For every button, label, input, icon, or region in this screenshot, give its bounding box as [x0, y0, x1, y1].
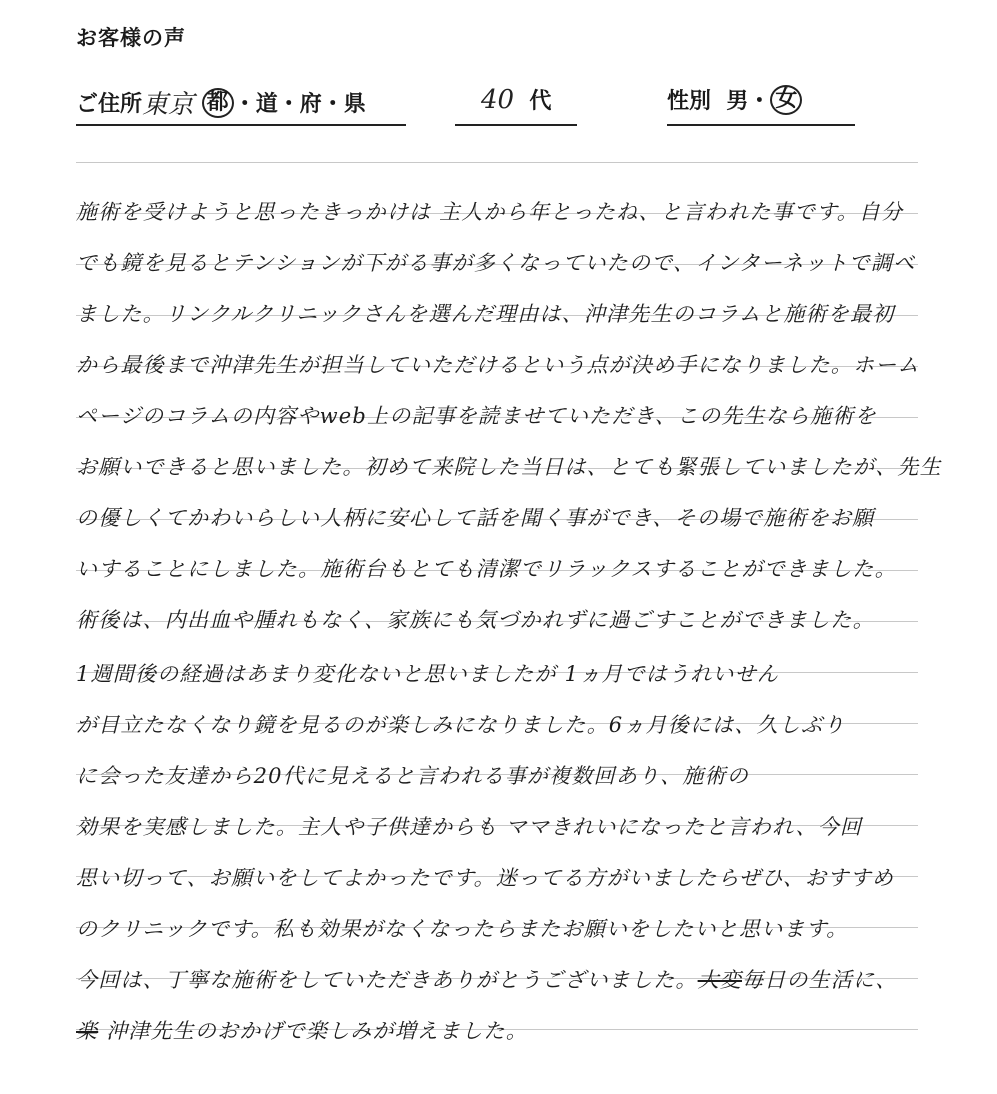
body-line: の優しくてかわいらしい人柄に安心して話を聞く事ができ、その場で施術をお願: [76, 506, 875, 530]
body-line: 1週間後の経過はあまり変化ないと思いましたが 1ヵ月ではうれいせん: [76, 662, 779, 686]
prefecture-options: ・道・府・県: [233, 92, 366, 117]
body-line: 思い切って、お願いをしてよかったです。迷ってる方がいましたらぜひ、おすすめ: [76, 866, 895, 890]
address-field: [76, 84, 406, 126]
body-line-tail: 毎日の生活に、: [742, 968, 898, 992]
body-line-15: [76, 964, 897, 994]
rule-line: [76, 162, 918, 163]
body-line: のクリニックです。私も効果がなくなったらまたお願いをしたいと思います。: [76, 917, 849, 941]
age-suffix: 代: [529, 89, 552, 114]
body-line: 施術を受けようと思ったきっかけは 主人から年とったね、と言われた事です。自分: [76, 200, 904, 224]
body-line: お願いできると思いました。初めて来院した当日は、とても緊張していましたが、先生: [76, 455, 942, 479]
struck-text: 大変: [697, 968, 743, 992]
body-line: 効果を実感しました。主人や子供達からも ママきれいになったと言われ、今回: [76, 815, 863, 839]
age-value: 40: [481, 84, 515, 115]
sex-selected: 女: [770, 85, 802, 115]
struck-text: 楽: [76, 1019, 99, 1043]
address-label: ご住所: [76, 92, 143, 117]
sex-field: [667, 84, 855, 126]
body-line: 今回は、丁寧な施術をしていただきありがとうございました。: [76, 968, 698, 992]
body-line: ました。リンクルクリニックさんを選んだ理由は、沖津先生のコラムと施術を最初: [76, 302, 895, 326]
body-line: 沖津先生のおかげで楽しみが増えました。: [106, 1019, 528, 1043]
body-line: に会った友達から20代に見えると言われる事が複数回あり、施術の: [76, 764, 749, 788]
page-title: お客様の声: [76, 26, 186, 50]
body-line: 術後は、内出血や腫れもなく、家族にも気づかれずに過ごすことができました。: [76, 608, 875, 632]
body-line: いすることにしました。施術台もとても清潔でリラックスすることができました。: [76, 557, 897, 581]
sex-male-option: 男・: [726, 89, 771, 114]
prefecture-selected: 都: [202, 88, 234, 118]
body-line: から最後まで沖津先生が担当していただけるという点が決め手になりました。ホーム: [76, 353, 920, 377]
body-line: でも鏡を見るとテンションが下がる事が多くなっていたので、インターネットで調べ: [76, 251, 916, 275]
body-line: が目立たなくなり鏡を見るのが楽しみになりました。6ヵ月後には、久しぶり: [76, 713, 846, 737]
sex-label: 性別: [667, 89, 712, 114]
body-line-16: [76, 1015, 528, 1045]
age-field: [455, 84, 577, 126]
body-line: ページのコラムの内容やweb上の記事を読ませていただき、この先生なら施術を: [76, 404, 877, 428]
address-value: 東京: [142, 90, 195, 120]
